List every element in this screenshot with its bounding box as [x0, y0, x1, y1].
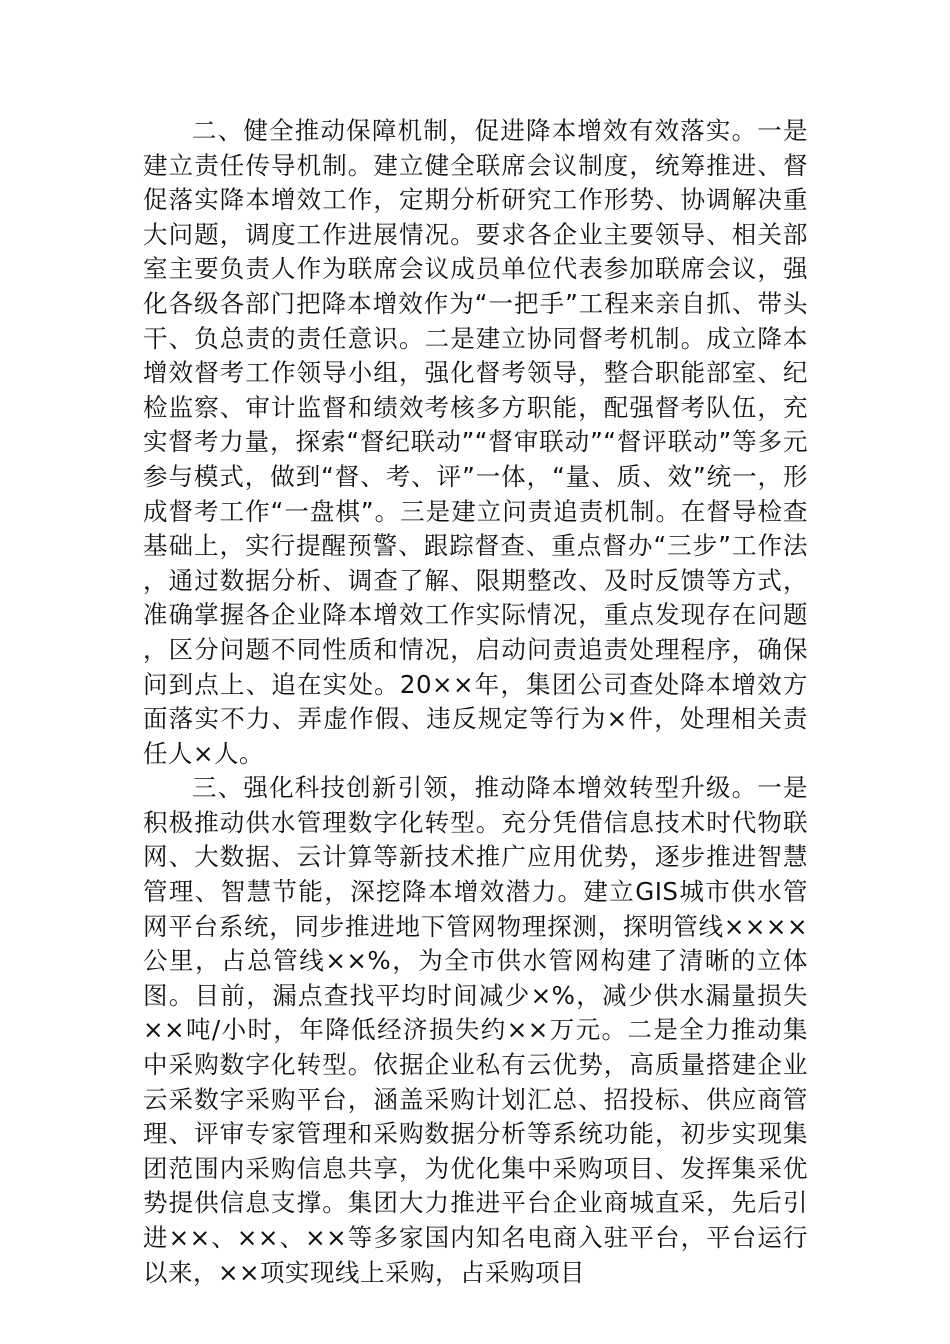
paragraph-section-three: 三、强化科技创新引领，推动降本增效转型升级。一是积极推动供水管理数字化转型。充分凭借信息技术时代物联网、大数据、云计算等新技术推广应用优势，逐步推进智慧管理、智慧节能，深挖降本增效潜力。建立GIS城市供水管网平台系统，同步推进地下管网物理探测，探明管线××××公里，占总管线××%，为全市供水管网构建了清晰的立体图。目前，漏点查找平均时间减少×%，减少供水漏量损失××吨/小时，年降低经济损失约××万元。二是全力推动集中采购数字化转型。依据企业私有云优势，高质量搭建企业云采数字采购平台，涵盖采购计划汇总、招投标、供应商管理、评审专家管理和采购数据分析等系统功能，初步实现集团范围内采购信息共享，为优化集中采购项目、发挥集采优势提供信息支撑。集团大力推进平台企业商城直采，先后引进××、××、××等多家国内知名电商入驻平台，平台运行以来，××项实现线上采购，占采购项目: [143, 773, 808, 1287]
paragraph-section-two: 二、健全推动保障机制，促进降本增效有效落实。一是建立责任传导机制。建立健全联席会议制度，统筹推进、督促落实降本增效工作，定期分析研究工作形势、协调解决重大问题，调度工作进展情况。要求各企业主要领导、相关部室主要负责人作为联席会议成员单位代表参加联席会议，强化各级各部门把降本增效作为“一把手”工程来亲自抓、带头干、负总责的责任意识。二是建立协同督考机制。成立降本增效督考工作领导小组，强化督考领导，整合职能部室、纪检监察、审计监督和绩效考核多方职能，配强督考队伍，充实督考力量，探索“督纪联动”“督审联动”“督评联动”等多元参与模式，做到“督、考、评”一体，“量、质、效”统一，形成督考工作“一盘棋”。三是建立问责追责机制。在督导检查基础上，实行提醒预警、跟踪督查、重点督办“三步”工作法，通过数据分析、调查了解、限期整改、及时反馈等方式，准确掌握各企业降本增效工作实际情况，重点发现存在问题，区分问题不同性质和情况，启动问责追责处理程序，确保问到点上、追在实处。20××年，集团公司查处降本增效方面落实不力、弄虚作假、违反规定等行为×件，处理相关责任人×人。: [143, 116, 808, 768]
document-body: [143, 114, 808, 1290]
